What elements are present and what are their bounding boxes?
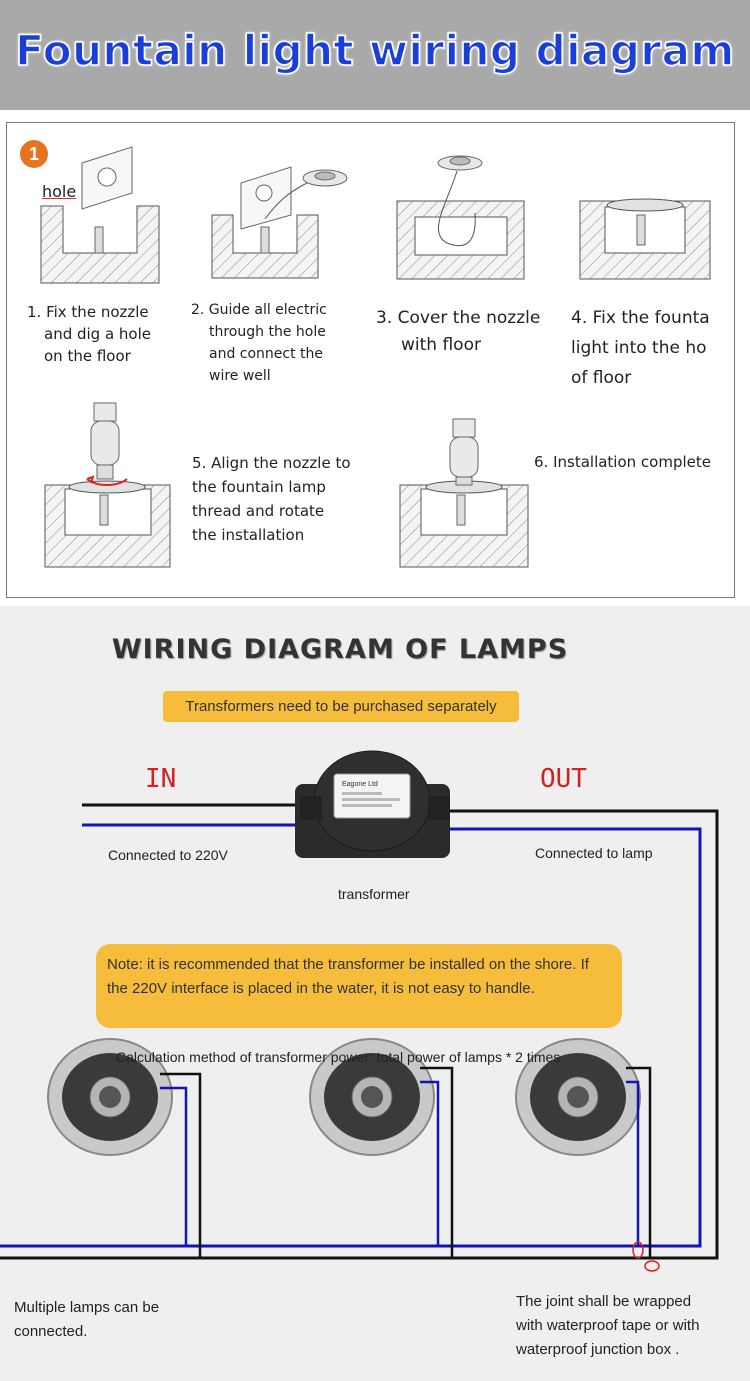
step-1-text xyxy=(27,301,151,367)
multiple-lamps-note xyxy=(14,1296,159,1344)
step-5-line: the fountain lamp xyxy=(192,478,326,496)
step-4-line: light into the ho xyxy=(571,338,707,358)
wiring-title: WIRING DIAGRAM OF LAMPS xyxy=(111,634,569,665)
transformer-brand: Eagone Ltd xyxy=(342,781,378,788)
page-title: Fountain light wiring diagram xyxy=(15,26,735,75)
step-3-text xyxy=(376,305,540,359)
joint-note-line: with waterproof tape or with xyxy=(516,1317,700,1334)
step-3-line: 3. Cover the nozzle xyxy=(376,308,541,328)
output-live-wire xyxy=(0,811,717,1258)
step-1-line: and dig a hole xyxy=(44,325,152,343)
step-2-line: through the hole xyxy=(209,324,326,340)
step-2-line: and connect the xyxy=(209,346,324,362)
hole-label: hole xyxy=(42,182,77,201)
step-5-line: 5. Align the nozzle to xyxy=(192,454,351,472)
transformer-icon xyxy=(295,751,450,858)
step-6-illustration xyxy=(400,419,528,567)
step-4-line: 4. Fix the founta xyxy=(571,308,710,328)
power-method: Calculation method of transformer power: total power of lamps * 2 times xyxy=(116,1049,561,1065)
joint-marker xyxy=(645,1261,659,1271)
input-caption: Connected to 220V xyxy=(108,847,228,863)
joint-note xyxy=(516,1290,699,1362)
transformer-note: Transformers need to be purchased separately xyxy=(163,691,519,722)
multiple-lamps-line: Multiple lamps can be xyxy=(14,1299,160,1316)
step-2-illustration xyxy=(212,167,347,278)
step-4-line: of floor xyxy=(571,368,632,388)
step-5-illustration xyxy=(45,403,170,567)
transformer-label: transformer xyxy=(338,886,410,902)
output-caption: Connected to lamp xyxy=(535,845,653,861)
installation-panel xyxy=(6,122,735,598)
step-4-text xyxy=(571,303,710,393)
step-5-line: the installation xyxy=(192,526,305,544)
step-2-line: wire well xyxy=(209,368,271,384)
step-1-line: on the floor xyxy=(44,347,131,365)
step-2-line: 2. Guide all electric xyxy=(191,302,327,318)
out-label: OUT xyxy=(540,764,587,794)
step-6-text xyxy=(534,451,711,473)
recommend-note: Note: it is recommended that the transformer be installed on the shore. If the 220V interface is placed in the water, it is not easy to handle. xyxy=(96,944,622,1028)
wiring-section xyxy=(0,606,750,1381)
step-1-line: 1. Fix the nozzle xyxy=(27,303,149,321)
step-3-line: with floor xyxy=(401,335,481,355)
joint-note-line: The joint shall be wrapped xyxy=(516,1293,692,1310)
step-2-text xyxy=(191,299,327,387)
step-5-text xyxy=(192,451,351,547)
header-banner xyxy=(0,0,750,110)
in-label: IN xyxy=(145,764,177,794)
step-5-line: thread and rotate xyxy=(192,502,325,520)
step-1-illustration xyxy=(41,147,159,283)
multiple-lamps-line: connected. xyxy=(14,1323,88,1340)
step-6-line: 6. Installation complete xyxy=(534,453,711,471)
step-3-illustration xyxy=(397,156,524,279)
step-badge: 1 xyxy=(20,140,48,168)
step-4-illustration xyxy=(580,199,710,279)
joint-note-line: waterproof junction box . xyxy=(516,1341,680,1358)
